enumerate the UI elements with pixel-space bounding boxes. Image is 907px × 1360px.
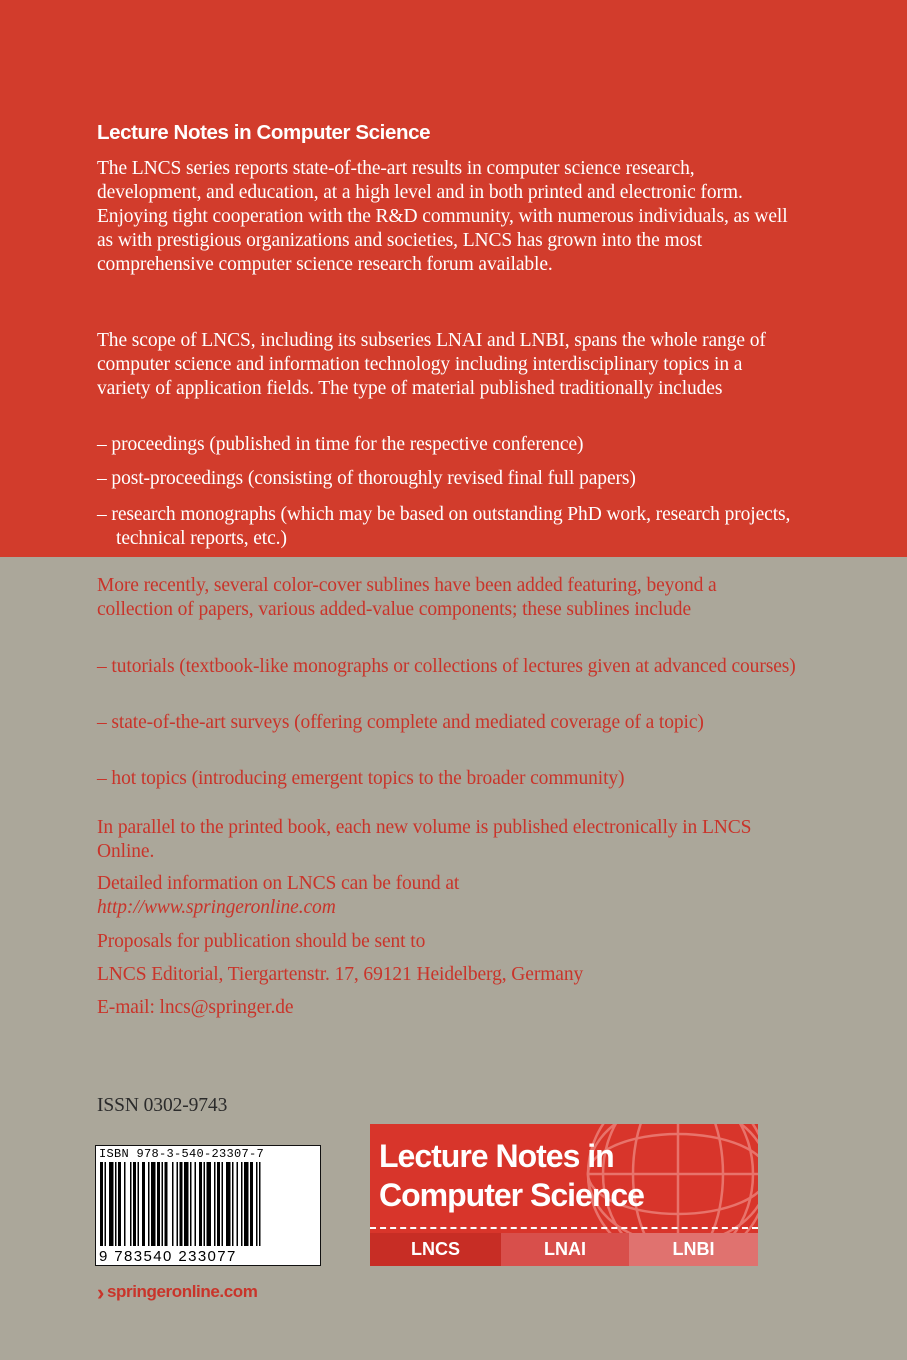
barcode-bar <box>199 1162 202 1246</box>
barcode-bar <box>180 1162 183 1246</box>
barcode-bar <box>151 1162 156 1246</box>
barcode-bar <box>177 1162 179 1246</box>
email-line: E-mail: lncs@springer.de <box>97 997 294 1018</box>
barcode-bar <box>148 1162 150 1246</box>
logo-tab-label: LNAI <box>544 1239 586 1259</box>
sublines-paragraph: More recently, several color-cover sublines have been added featuring, beyond a collection of papers, various added-value components; these sublines include <box>97 575 717 620</box>
logo-tab-lnbi <box>629 1233 758 1266</box>
logo-divider <box>370 1227 758 1229</box>
barcode-bar <box>190 1162 192 1246</box>
intro-paragraph: The LNCS series reports state-of-the-art results in computer science research, development, and education, at a high level and in both printed and electronic form. Enjoying tight cooperation with the R&D community, with numerous individuals, as well as with prestigious organizations and societies, LNCS has grown into the most comprehensive computer science research forum available. <box>97 158 788 275</box>
proposals-text: Proposals for publication should be sent to <box>97 931 426 952</box>
logo-tab-label: LNBI <box>672 1239 715 1259</box>
barcode-bar <box>130 1162 132 1246</box>
list-item: – tutorials (textbook-like monographs or collections of lectures given at advanced courses) <box>97 656 796 677</box>
barcode-bar <box>207 1162 212 1246</box>
barcode-bars <box>96 1162 322 1248</box>
online-paragraph: In parallel to the printed book, each new volume is published electronically in LNCS Online. <box>97 817 752 862</box>
barcode-bar <box>195 1162 197 1246</box>
issn-number: ISSN 0302-9743 <box>97 1095 228 1116</box>
barcode-bar <box>244 1162 249 1246</box>
lncs-logo <box>370 1124 758 1266</box>
logo-title-line2: Computer Science <box>379 1177 644 1213</box>
springer-link[interactable] <box>97 1279 258 1305</box>
barcode-bar <box>115 1162 117 1246</box>
isbn-barcode <box>95 1145 321 1266</box>
series-heading: Lecture Notes in Computer Science <box>97 121 431 144</box>
barcode-bar <box>105 1162 107 1246</box>
logo-tab-lncs <box>370 1233 501 1266</box>
barcode-bar <box>214 1162 216 1246</box>
barcode-digits: 9 783540 233077 <box>99 1248 237 1265</box>
barcode-bar <box>124 1162 126 1246</box>
barcode-bar <box>217 1162 220 1246</box>
list-item: – research monographs (which may be based on outstanding PhD work, research projects, technical reports, etc.) <box>97 504 791 549</box>
barcode-bar <box>100 1162 103 1246</box>
barcode-bar <box>162 1162 164 1246</box>
barcode-bar <box>133 1162 136 1246</box>
barcode-bar <box>165 1162 168 1246</box>
barcode-bar <box>232 1162 234 1246</box>
barcode-bar <box>222 1162 224 1246</box>
list-item: – state-of-the-art surveys (offering complete and mediated coverage of a topic) <box>97 712 704 733</box>
barcode-bar <box>118 1162 121 1246</box>
editorial-address: LNCS Editorial, Tiergartenstr. 17, 69121 Heidelberg, Germany <box>97 964 584 985</box>
barcode-bar <box>204 1162 206 1246</box>
barcode-bar <box>226 1162 231 1246</box>
logo-tabs <box>370 1233 758 1266</box>
info-text: Detailed information on LNCS can be found at <box>97 873 460 894</box>
chevron-right-icon: › <box>97 1279 104 1305</box>
list-item: – hot topics (introducing emergent topics to the broader community) <box>97 768 625 789</box>
logo-tab-lnai <box>501 1233 629 1266</box>
barcode-bar <box>138 1162 140 1246</box>
info-url-link[interactable]: http://www.springeronline.com <box>97 897 336 918</box>
logo-title <box>379 1137 644 1215</box>
barcode-bar <box>259 1162 261 1246</box>
barcode-bar <box>237 1162 239 1246</box>
logo-tab-label: LNCS <box>411 1239 460 1259</box>
top-red-panel <box>0 0 907 557</box>
barcode-bar <box>142 1162 145 1246</box>
barcode-bar <box>157 1162 160 1246</box>
barcode-bar <box>184 1162 189 1246</box>
barcode-bar <box>256 1162 258 1246</box>
barcode-bar <box>250 1162 253 1246</box>
logo-title-line1: Lecture Notes in <box>379 1138 614 1174</box>
springer-site-label: springeronline.com <box>106 1282 258 1301</box>
barcode-bar <box>109 1162 114 1246</box>
list-item: – post-proceedings (consisting of thoroughly revised final full papers) <box>97 468 636 489</box>
barcode-bar <box>172 1162 174 1246</box>
barcode-bar <box>241 1162 243 1246</box>
scope-paragraph: The scope of LNCS, including its subseries LNAI and LNBI, spans the whole range of computer science and information technology including interdisciplinary topics in a variety of application fields. The type of material published traditionally includes <box>97 330 766 399</box>
isbn-text: ISBN 978-3-540-23307-7 <box>99 1147 265 1161</box>
list-item: – proceedings (published in time for the respective conference) <box>97 434 584 455</box>
